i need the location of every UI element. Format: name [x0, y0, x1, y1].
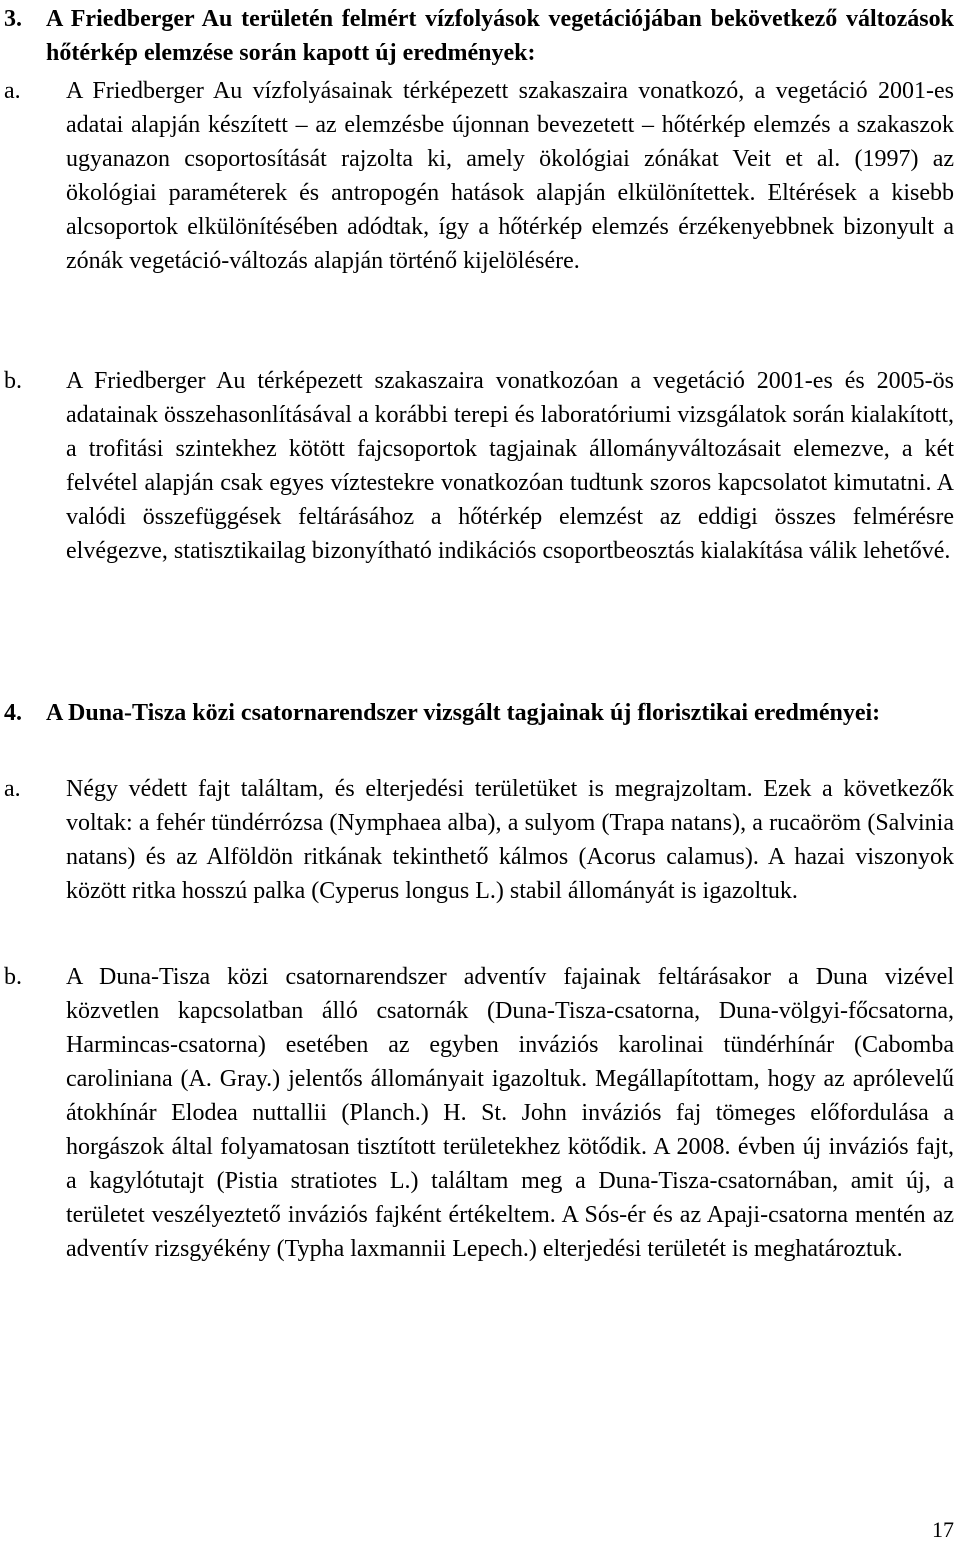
section-4-title: A Duna-Tisza közi csatornarendszer vizsgált tagjainak új florisztikai eredményei:	[46, 700, 881, 726]
item-label: b.	[4, 368, 22, 394]
section-3-item-b	[4, 364, 954, 568]
section-4-item-b	[4, 960, 954, 1266]
item-label: a.	[4, 78, 21, 104]
section-4-number: 4.	[4, 700, 22, 726]
section-3-heading	[4, 2, 954, 70]
item-text: A Friedberger Au térképezett szakaszaira vonatkozóan a vegetáció 2001-es és 2005-ös adatainak összehasonlításával a korábbi terepi és laboratóriumi vizsgálatok során kialakított, a trofitási szintekhez kötött fajcsoportok tagjainak állományváltozásait elemezve, a két felvétel alapján csak egyes víztestekre vonatkozóan tudtunk szoros kapcsolatot kimutatni. A valódi összefüggések feltárásához a hőtérkép elemzést az eddigi összes felmérésre elvégezve, statisztikailag bizonyítható indikációs csoportbeosztás kialakítása válik lehetővé.	[66, 368, 954, 564]
item-label: b.	[4, 964, 22, 990]
section-4-heading	[4, 696, 954, 730]
section-3-item-a	[4, 74, 954, 278]
section-3-number: 3.	[4, 6, 22, 32]
item-label: a.	[4, 776, 21, 802]
section-4-item-a	[4, 772, 954, 908]
section-3-title: A Friedberger Au területén felmért vízfolyások vegetációjában bekövetkező változások hőtérkép elemzése során kapott új eredmények:	[46, 6, 954, 66]
item-text: Négy védett fajt találtam, és elterjedési területüket is megrajzoltam. Ezek a következők voltak: a fehér tündérrózsa (Nymphaea alba), a sulyom (Trapa natans), a rucaöröm (Salvinia natans) és az Alföldön ritkának tekinthető kálmos (Acorus calamus). A hazai viszonyok között ritka hosszú palka (Cyperus longus L.) stabil állományát is igazoltuk.	[66, 776, 954, 904]
item-text: A Duna-Tisza közi csatornarendszer adventív fajainak feltárásakor a Duna vizével közvetlen kapcsolatban álló csatornák (Duna-Tisza-csatorna, Duna-völgyi-főcsatorna, Harmincas-csatorna) esetében az egyben inváziós karolinai tündérhínár (Cabomba caroliniana (A. Gray.) jelentős állományait igazoltuk. Megállapítottam, hogy az aprólevelű átokhínár Elodea nuttallii (Planch.) H. St. John inváziós faj tömeges előfordulása a horgászok által folyamatosan tisztított területekhez kötődik. A 2008. évben új inváziós fajt, a kagylótutajt (Pistia stratiotes L.) találtam meg a Duna-Tisza-csatornában, amit új, a területet veszélyeztető inváziós fajként értékeltem. A Sós-ér és az Apaji-csatorna mentén az adventív rizsgyékény (Typha laxmannii Lepech.) elterjedési területét is meghatároztuk.	[66, 964, 954, 1262]
item-text: A Friedberger Au vízfolyásainak térképezett szakaszaira vonatkozó, a vegetáció 2001-es adatai alapján készített – az elemzésbe újonnan bevezetett – hőtérkép elemzés a szakaszok ugyanazon csoportosítását rajzolta ki, amely ökológiai zónákat Veit et al. (1997) az ökológiai paraméterek és antropogén hatások alapján elkülönítettek. Eltérések a kisebb alcsoportok elkülönítésében adódtak, így a hőtérkép elemzés érzékenyebbnek bizonyult a zónák vegetáció-változás alapján történő kijelölésére.	[66, 78, 954, 274]
page-number: 17	[932, 1517, 954, 1542]
